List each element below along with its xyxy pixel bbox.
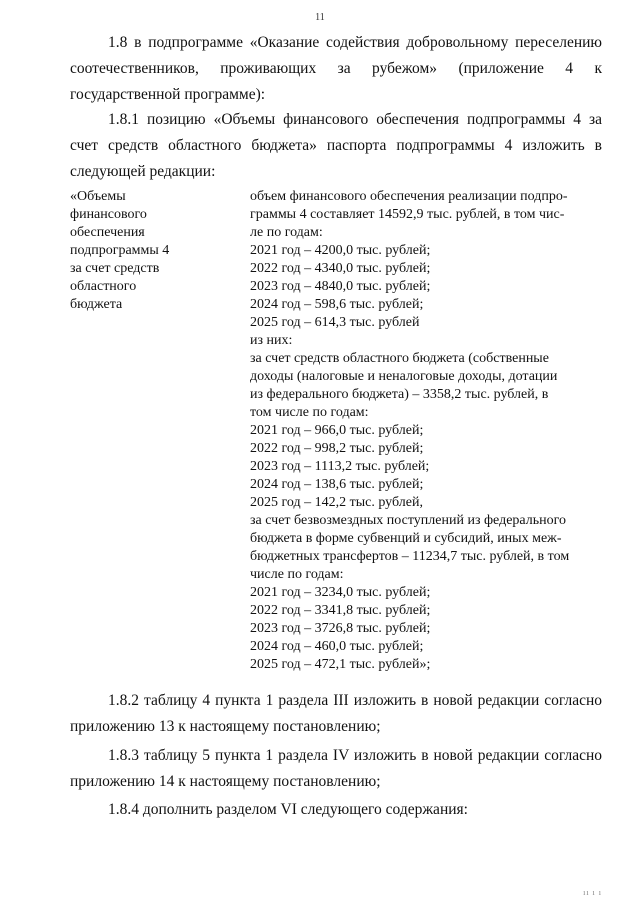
label-line: «Объемы — [70, 189, 126, 204]
content-line: доходы (налоговые и неналоговые доходы, дотации — [250, 369, 558, 384]
content-line: 2021 год – 4200,0 тыс. рублей; — [250, 243, 431, 258]
content-line: 2025 год – 472,1 тыс. рублей»; — [250, 657, 431, 672]
content-line: 2023 год – 3726,8 тыс. рублей; — [250, 621, 431, 636]
content-line: числе по годам: — [250, 567, 344, 582]
content-line: 2024 год – 138,6 тыс. рублей; — [250, 477, 424, 492]
content-line: бюджета в форме субвенций и субсидий, иных меж- — [250, 531, 562, 546]
content-line: из федерального бюджета) – 3358,2 тыс. рублей, в — [250, 387, 549, 402]
footer-mark: ıı ı ı — [583, 888, 602, 897]
content-line: том числе по годам: — [250, 405, 369, 420]
content-line: объем финансового обеспечения реализации подпро- — [250, 189, 568, 204]
label-line: областного — [70, 279, 137, 294]
paragraph-1-8-1: 1.8.1 позицию «Объемы финансового обеспечения подпрограммы 4 за счет средств областного бюджета» паспорта подпрограммы 4 изложить в следующей редакции: — [70, 111, 602, 180]
paragraph-1-8-2: 1.8.2 таблицу 4 пункта 1 раздела III изложить в новой редакции согласно приложению 13 к настоящему постановлению; — [70, 692, 602, 735]
content-line: 2021 год – 3234,0 тыс. рублей; — [250, 585, 431, 600]
content-line: 2022 год – 4340,0 тыс. рублей; — [250, 261, 431, 276]
content-line: 2022 год – 998,2 тыс. рублей; — [250, 441, 424, 456]
label-line: финансового — [70, 207, 147, 222]
content-line: 2021 год – 966,0 тыс. рублей; — [250, 423, 424, 438]
content-line: граммы 4 составляет 14592,9 тыс. рублей, в том чис- — [250, 207, 565, 222]
content-line: 2024 год – 598,6 тыс. рублей; — [250, 297, 424, 312]
paragraph-1-8-4: 1.8.4 дополнить разделом VI следующего содержания: — [108, 801, 468, 818]
label-line: обеспечения — [70, 225, 145, 240]
label-line: подпрограммы 4 — [70, 243, 170, 258]
paragraph-1-8: 1.8 в подпрограмме «Оказание содействия добровольному переселению соотечественников, проживающих за рубежом» (приложение 4 к государственной программе): — [70, 34, 602, 103]
label-line: за счет средств — [70, 261, 160, 276]
passport-position-content — [250, 188, 610, 674]
content-line: бюджетных трансфертов – 11234,7 тыс. рублей, в том — [250, 549, 570, 564]
content-line: 2025 год – 142,2 тыс. рублей, — [250, 495, 423, 510]
content-line: 2023 год – 1113,2 тыс. рублей; — [250, 459, 430, 474]
page-number: 11 — [315, 12, 325, 23]
content-line: 2024 год – 460,0 тыс. рублей; — [250, 639, 424, 654]
content-line: за счет средств областного бюджета (собственные — [250, 351, 549, 366]
label-line: бюджета — [70, 297, 123, 312]
paragraph-1-8-3: 1.8.3 таблицу 5 пункта 1 раздела IV изложить в новой редакции согласно приложению 14 к настоящему постановлению; — [70, 747, 602, 790]
content-line: за счет безвозмездных поступлений из федерального — [250, 513, 567, 528]
content-line: 2022 год – 3341,8 тыс. рублей; — [250, 603, 431, 618]
content-line: 2025 год – 614,3 тыс. рублей — [250, 315, 420, 330]
passport-position-label — [70, 188, 220, 314]
content-line: 2023 год – 4840,0 тыс. рублей; — [250, 279, 431, 294]
content-line: ле по годам: — [250, 225, 323, 240]
content-line: из них: — [250, 333, 293, 348]
